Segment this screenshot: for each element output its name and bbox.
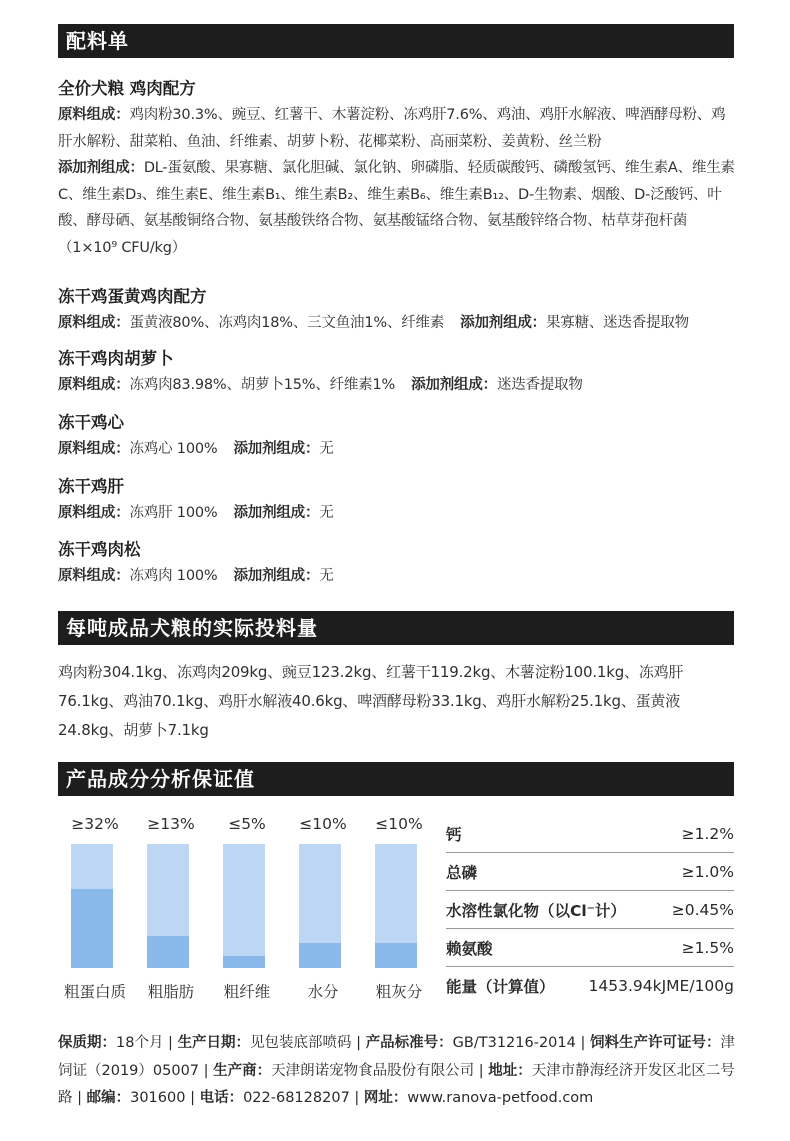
production-date-label: 生产日期： [177,1035,251,1051]
manufacturer-value: 天津朗诺宠物食品股份有限公司 [271,1062,475,1079]
phone-value: 022-68128207 [243,1090,350,1106]
raw-label: 原料组成： [58,315,130,331]
add-text: 迷迭香提取物 [496,377,583,393]
raw-label: 原料组成： [58,505,130,521]
guarantee-name: 钙 [446,825,462,844]
guarantee-row [446,891,734,929]
address-value: 天津市静海经济开发区北区二号路 [58,1062,735,1106]
formula-title: 冻干鸡肉松 [58,540,141,559]
formula-chicken [58,76,738,261]
license-value: 津饲证（2019）05007 [58,1035,735,1079]
bar-fill [71,889,113,968]
bar-track [223,844,265,968]
add-text: DL-蛋氨酸、果寡糖、氯化胆碱、氯化钠、卵磷脂、轻质碳酸钙、磷酸氢钙、维生素A、维生素C、维生素D₃、维生素E、维生素B₁、维生素B₂、维生素B₆、维生素B₁₂、D-生物素、烟酸、D-泛酸钙、叶酸、酵母硒、氨基酸铜络合物、氨基酸铁络合物、氨基酸锰络合物、氨基酸锌络合物、枯草芽孢杆菌（1×10⁹ CFU/kg） [58,160,735,256]
bar-value-label: ≤10% [299,815,347,833]
formula-title: 冻干鸡肉胡萝卜 [58,349,174,368]
raw-label: 原料组成： [58,107,130,123]
raw-text: 蛋黄液80%、冻鸡肉18%、三文鱼油1%、纤维素 [129,315,445,331]
formula-additives [58,155,738,261]
standard-label: 产品标准号： [365,1035,453,1051]
guarantee-value: ≥1.0% [681,862,734,881]
guarantee-table [446,815,734,1004]
bar-track [375,844,417,968]
formula-composition [58,436,738,463]
formula-title: 冻干鸡肝 [58,477,124,496]
guarantee-name: 总磷 [446,863,478,882]
guarantee-value: ≥0.45% [671,900,734,919]
raw-label: 原料组成： [58,441,130,457]
guarantee-row [446,929,734,967]
bar-value-label: ≥32% [71,815,119,833]
guarantee-value: 1453.94kJME/100g [588,976,734,995]
formula-title: 冻干鸡蛋黄鸡肉配方 [58,287,207,306]
bar-fill [223,956,265,968]
shelf-life-label: 保质期： [58,1035,116,1051]
raw-text: 冻鸡心 100% [129,441,218,457]
formula-title: 冻干鸡心 [58,413,124,432]
zip-value: 301600 [130,1090,186,1106]
add-label: 添加剂组成： [58,160,144,176]
guarantee-name: 赖氨酸 [446,939,493,958]
formula-raw [58,102,738,155]
raw-text: 冻鸡肉 100% [129,568,218,584]
formula-chicken-carrot [58,346,738,399]
formula-chicken-heart [58,410,738,463]
website-label: 网址： [363,1090,408,1106]
product-info-footer: 保质期：18个月 | 生产日期：见包装底部喷码 | 产品标准号：GB/T31216-2014 | 饲料生产许可证号：津饲证（2019）05007 | 生产商：天津朗诺宠物食品股份有限公司 | 地址：天津市静海经济开发区北区二号路 | 邮编：301600 | 电话：022-68128207 | 网址：www.ranova-petfood.com [58,1035,735,1106]
section-header-ingredients: 配料单 [58,24,734,58]
bar-track [147,844,189,968]
bar-value-label: ≥13% [147,815,195,833]
production-date-value: 见包装底部喷码 [250,1035,352,1051]
bar-category-label: 粗蛋白质 [63,983,126,1001]
formula-egg-yolk-chicken [58,284,738,337]
add-text: 无 [319,441,334,457]
bar-value-label: ≤5% [228,815,266,833]
guarantee-value: ≥1.2% [681,824,734,843]
add-text: 无 [319,568,334,584]
raw-label: 原料组成： [58,377,130,393]
add-label: 添加剂组成： [411,377,497,393]
raw-text: 冻鸡肝 100% [129,505,218,521]
shelf-life-value: 18个月 [116,1035,164,1051]
bar-track [71,844,113,968]
bar-category-label: 粗纤维 [223,983,271,1001]
formula-composition [58,310,738,337]
bar-fill [299,943,341,968]
raw-text: 冻鸡肉83.98%、胡萝卜15%、纤维素1% [129,377,396,393]
guarantee-row [446,853,734,891]
formula-composition [58,500,738,527]
guarantee-name: 能量（计算值） [446,977,555,996]
website-value: www.ranova-petfood.com [407,1090,594,1106]
formula-title: 全价犬粮 鸡肉配方 [58,79,196,98]
bar-fill [375,943,417,968]
address-label: 地址： [488,1062,532,1079]
bar-category-label: 水分 [307,983,339,1001]
standard-value: GB/T31216-2014 [452,1035,576,1051]
actual-amount-text: 鸡肉粉304.1kg、冻鸡肉209kg、豌豆123.2kg、红薯干119.2kg、木薯淀粉100.1kg、冻鸡肝76.1kg、鸡油70.1kg、鸡肝水解液40.6kg、啤酒酵母粉33.1kg、鸡肝水解粉25.1kg、蛋黄液24.8kg、胡萝卜7.1kg [58,663,684,739]
add-label: 添加剂组成： [233,505,320,521]
manufacturer-label: 生产商： [213,1062,272,1079]
license-label: 饲料生产许可证号： [589,1035,721,1051]
bar-fill [147,936,189,968]
bar-category-label: 粗脂肪 [147,983,195,1001]
bar-value-label: ≤10% [375,815,423,833]
formula-composition [58,372,738,399]
add-text: 无 [319,505,334,521]
bar-track [299,844,341,968]
guarantee-row [446,967,734,1004]
raw-text: 鸡肉粉30.3%、豌豆、红薯干、木薯淀粉、冻鸡肝7.6%、鸡油、鸡肝水解液、啤酒酵母粉、鸡肝水解粉、甜菜粕、鱼油、纤维素、胡萝卜粉、花椰菜粉、高丽菜粉、姜黄粉、丝兰粉 [58,107,726,150]
add-label: 添加剂组成： [233,441,320,457]
section-header-analysis: 产品成分分析保证值 [58,762,734,796]
formula-composition [58,563,738,590]
bar-category-label: 粗灰分 [375,983,423,1001]
guarantee-name: 水溶性氯化物（以Cl⁻计） [446,901,626,920]
add-label: 添加剂组成： [233,568,320,584]
add-text: 果寡糖、迷迭香提取物 [545,315,689,331]
section-header-actual-amount: 每吨成品犬粮的实际投料量 [58,611,734,645]
phone-label: 电话： [199,1090,244,1106]
raw-label: 原料组成： [58,568,130,584]
guarantee-value: ≥1.5% [681,938,734,957]
formula-chicken-liver [58,474,738,527]
zip-label: 邮编： [86,1090,131,1106]
guarantee-row [446,815,734,853]
formula-chicken-floss [58,537,738,590]
add-label: 添加剂组成： [460,315,546,331]
